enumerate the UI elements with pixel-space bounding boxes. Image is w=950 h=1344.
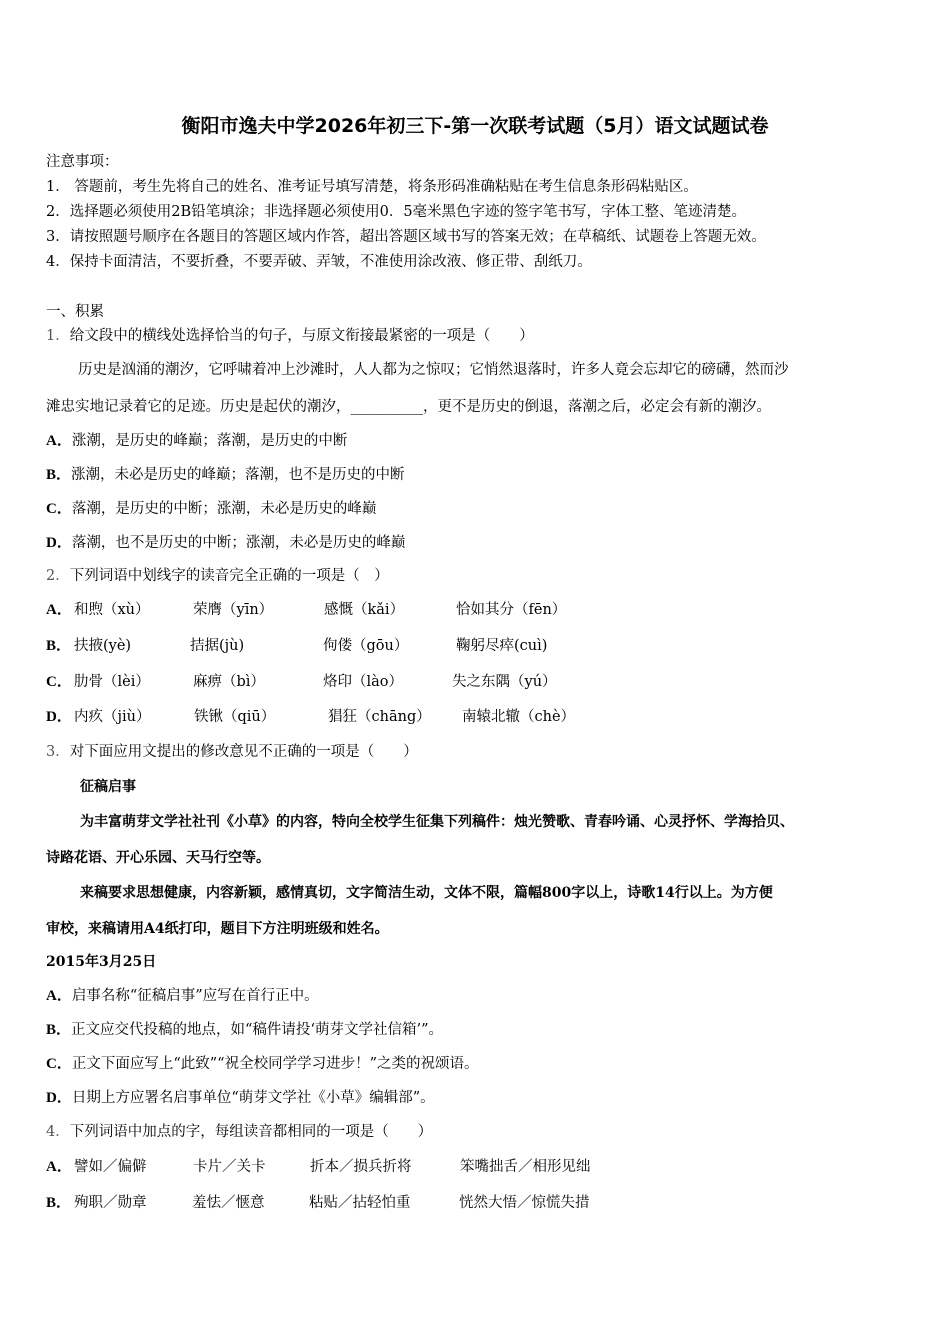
- option-a: [46, 431, 347, 451]
- option-cell: 殉职／勋章: [74, 1195, 147, 1211]
- option-cell: 拮据(jù): [190, 638, 245, 654]
- option-letter: B．: [46, 1195, 72, 1211]
- option-text: 落潮，也不是历史的中断；涨潮，未必是历史的峰巅: [71, 535, 406, 551]
- option-cell: 烙印（lào）: [323, 674, 404, 690]
- option-cell: 铁锹（qiū）: [194, 709, 276, 725]
- option-cell: 佝偻（gōu）: [323, 638, 409, 654]
- notice-item: 1． 答题前，考生先将自己的姓名、准考证号填写清楚，将条形码准确粘贴在考生信息条形码粘贴区。: [46, 179, 698, 195]
- option-text: 正文应交代投稿的地点，如“稿件请投‘萌芽文学社信箱’”。: [71, 1022, 444, 1038]
- notice-body-line: 审校，来稿请用A4纸打印，题目下方注明班级和姓名。: [46, 921, 389, 937]
- option-letter: C．: [46, 501, 72, 517]
- option-letter: A．: [46, 602, 72, 618]
- option-text: 日期上方应署名启事单位“萌芽文学社《小草》编辑部”。: [71, 1090, 435, 1106]
- option-cell: 卡片／关卡: [193, 1159, 266, 1175]
- option-letter: A．: [46, 988, 72, 1004]
- option-cell: 荣膺（yīn）: [193, 602, 274, 618]
- option-letter: B．: [46, 638, 72, 654]
- option-cell: 肋骨（lèi）: [74, 674, 150, 690]
- option-text: 落潮，是历史的中断；涨潮，未必是历史的峰巅: [71, 501, 377, 517]
- option-c: [46, 499, 376, 519]
- option-letter: D．: [46, 535, 72, 551]
- option-cell: 恰如其分（fēn）: [456, 602, 567, 618]
- option-cell: 麻痹（bì）: [193, 674, 265, 690]
- question-stem: 下列词语中加点的字，每组读音都相同的一项是（ ）: [69, 1124, 433, 1140]
- option-letter: B．: [46, 467, 72, 483]
- option-letter: C．: [46, 674, 72, 690]
- option-cell: 恍然大悟／惊慌失措: [459, 1195, 590, 1211]
- option-cell: 鞠躬尽瘁(cuì): [456, 638, 548, 654]
- passage-line: 历史是汹涌的潮汐，它呼啸着冲上沙滩时，人人都为之惊叹；它悄然退落时，许多人竟会忘却它的磅礴，然而沙: [78, 362, 789, 378]
- option-text: 涨潮，未必是历史的峰巅；落潮，也不是历史的中断: [71, 467, 405, 483]
- page-title: 衡阳市逸夫中学2026年初三下-第一次联考试题（5月）语文试题试卷: [181, 115, 769, 137]
- option-a: [46, 986, 319, 1006]
- question-number: 4．: [46, 1124, 70, 1140]
- question-stem: 下列词语中划线字的读音完全正确的一项是（ ）: [69, 568, 389, 584]
- option-d: [46, 1088, 435, 1108]
- option-cell: 譬如／偏僻: [74, 1159, 147, 1175]
- question-3: [46, 742, 418, 762]
- option-cell: 内疚（jiù）: [74, 709, 151, 725]
- notice-body-line: 来稿要求思想健康，内容新颖，感情真切，文字简洁生动，文体不限，篇幅800字以上，诗歌14行以上。为方便: [80, 885, 773, 901]
- option-letter: A．: [46, 1159, 72, 1175]
- section-heading: 一、积累: [46, 304, 104, 320]
- option-letter: D．: [46, 709, 72, 725]
- option-cell: 折本／损兵折将: [310, 1159, 412, 1175]
- question-2: [46, 566, 389, 586]
- option-b: [46, 465, 405, 485]
- option-cell: 猖狂（chāng）: [328, 709, 431, 725]
- question-number: 2．: [46, 568, 70, 584]
- option-text: 正文下面应写上“此致”“祝全校同学学习进步！”之类的祝颂语。: [71, 1056, 479, 1072]
- question-4: [46, 1122, 432, 1142]
- option-cell: 和煦（xù）: [74, 602, 150, 618]
- notice-item: 2．选择题必须使用2B铅笔填涂；非选择题必须使用0．5毫米黑色字迹的签字笔书写，字体工整、笔迹清楚。: [46, 204, 747, 220]
- option-b: [46, 1020, 443, 1040]
- option-d: [46, 533, 405, 553]
- option-cell: 失之东隅（yú）: [452, 674, 557, 690]
- option-letter: D．: [46, 1090, 72, 1106]
- option-c: [46, 1054, 479, 1074]
- option-letter: C．: [46, 1056, 72, 1072]
- notice-body-line: 为丰富萌芽文学社社刊《小草》的内容，特向全校学生征集下列稿件：烛光赞歌、青春吟诵、心灵抒怀、学海拾贝、: [80, 814, 794, 830]
- option-text: 涨潮，是历史的峰巅；落潮，是历史的中断: [71, 433, 348, 449]
- notice-body-line: 诗路花语、开心乐园、天马行空等。: [46, 850, 270, 866]
- option-text: 启事名称“征稿启事”应写在首行正中。: [71, 988, 319, 1004]
- question-stem: 对下面应用文提出的修改意见不正确的一项是（ ）: [69, 744, 418, 760]
- option-letter: B．: [46, 1022, 72, 1038]
- option-cell: 笨嘴拙舌／相形见绌: [460, 1159, 591, 1175]
- option-cell: 羞怯／惬意: [192, 1195, 265, 1211]
- notice-date: 2015年3月25日: [46, 954, 157, 970]
- passage-line: 滩忠实地记录着它的足迹。历史是起伏的潮汐，__________，更不是历史的倒退，落潮之后，必定会有新的潮汐。: [46, 399, 771, 415]
- option-cell: 南辕北辙（chè）: [462, 709, 576, 725]
- notice-title: 征稿启事: [80, 779, 136, 795]
- option-cell: 粘贴／拈轻怕重: [309, 1195, 411, 1211]
- question-1: [46, 326, 534, 346]
- option-cell: 扶掖(yè): [74, 638, 132, 654]
- option-cell: 感慨（kǎi）: [324, 602, 405, 618]
- question-number: 1．: [46, 328, 70, 344]
- question-number: 3．: [46, 744, 70, 760]
- question-stem: 给文段中的横线处选择恰当的句子，与原文衔接最紧密的一项是（ ）: [69, 328, 534, 344]
- option-letter: A．: [46, 433, 72, 449]
- notice-item: 3．请按照题号顺序在各题目的答题区域内作答，超出答题区域书写的答案无效；在草稿纸、试题卷上答题无效。: [46, 229, 766, 245]
- notice-heading: 注意事项：: [46, 154, 119, 170]
- notice-item: 4．保持卡面清洁，不要折叠，不要弄破、弄皱，不准使用涂改液、修正带、刮纸刀。: [46, 254, 592, 270]
